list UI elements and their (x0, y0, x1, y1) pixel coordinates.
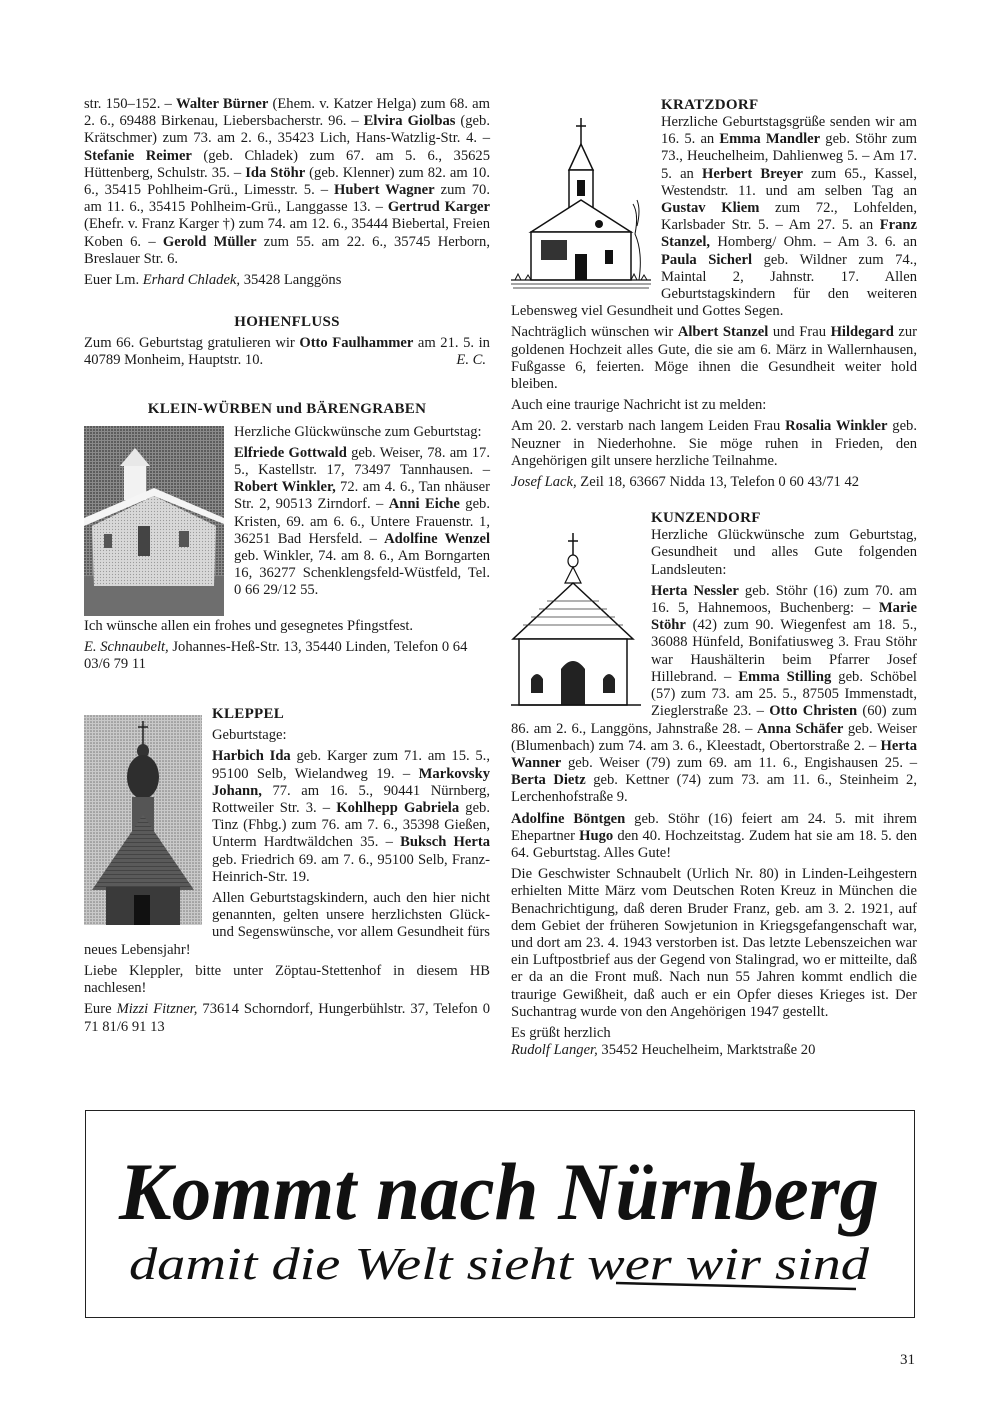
person-name: Marie Stöhr (651, 600, 917, 634)
initials: E. C. (456, 352, 486, 369)
church-tower-photo (84, 715, 202, 925)
person-name: Otto Christen (769, 703, 858, 720)
kratzdorf-church-drawing (511, 104, 651, 294)
person-name: Herta Wanner (511, 737, 917, 771)
kunzendorf-paragraph: Herta Nessler geb. Stöhr (16) zum 70. am 16. 5, Hahnemoos, Buchenberg: – Marie Stöhr (42) zum 90. Wiegenfest am 18. 5., 36088 Hünfeld, Bonifatiusweg 3. Frau Stöhr war Haushälterin beim Pfarrer Josef Hillebrand. – Emma Stilling geb. Schöbel (57) zum 73. am 25. 5., 87505 Immenstadt, Zieglerstraße 23. – Otto Christen (60) zum 86. am 2. 6., Langgöns, Jahnstraße 28. – Anna Schäfer geb. Weiser (Blumenbach) zum 74. am 3. 6., Kleestadt, Obertorstraße 2. – Herta Wanner geb. Weiser (79) zum 69. am 11. 6., Engishausen 25. – Berta Dietz geb. Kettner (74) zum 73. am 11. 6., Steinheim 2, Lerchenhofstraße 9. (511, 582, 917, 806)
person-name: Emma Mandler (719, 131, 821, 148)
kleppel-note: Liebe Kleppler, bitte unter Zöptau-Stettenhof in diesem HB nachlesen! (84, 962, 490, 997)
person-name: Gertrud Karger (387, 199, 490, 216)
person-name: Kohlhepp Gabriela (336, 800, 460, 817)
kunzendorf-anniversary: Adolfine Böntgen geb. Stöhr (16) feiert am 24. 5. mit ihrem Ehepartner Hugo den 40. Hochzeitstag. Zudem hat sie am 18. 5. den 64. Geburtstag. Alles Gute! (511, 810, 918, 861)
person-name: Albert Stanzel (677, 324, 769, 341)
person-name: Hugo (579, 827, 614, 844)
section-heading-kratzdorf: KRATZDORF (661, 97, 759, 113)
person-name: Berta Dietz (511, 772, 586, 789)
signature: Euer Lm. Erhard Chladek, 35428 Langgöns (84, 272, 342, 289)
section-heading-klein-wuerben: KLEIN-WÜRBEN und BÄRENGRABEN (147, 400, 427, 417)
kratzdorf-sad-news-intro: Auch eine traurige Nachricht ist zu melden: (511, 397, 767, 414)
person-name: Otto Faulhammer (299, 335, 414, 352)
person-name: Ida Stöhr (245, 164, 306, 181)
kunzendorf-church-drawing (511, 529, 641, 709)
person-name: Gustav Kliem (661, 200, 760, 217)
person-name: Herta Nessler (651, 582, 739, 599)
intro-paragraph: str. 150–152. – Walter Bürner (Ehem. v. Katzer Helga) zum 68. am 2. 6., 69488 Birkenau, Liebersbacherstr. 96. – Elvira Giolbas (geb. Krätschmer) zum 73. am 2. 6., 35423 Lich, Hans-Watzlig-Str. 4. – Stefanie Reimer (geb. Chladek) zum 67. am 5. 6., 35625 Hüttenberg, Schulstr. 35. – Ida Stöhr (geb. Klenner) zum 82. am 10. 6., 35415 Pohlheim-Grü., Limesstr. 5. – Hubert Wagner zum 70. am 11. 6., 35415 Pohlheim-Grü., Langgasse 13. – Gertrud Karger (Ehefr. v. Franz Karger †) zum 74. am 12. 6., 35444 Biebertal, Freien Koben 6. – Gerold Müller zum 55. am 22. 6., 35745 Herborn, Breslauer Str. 6. (84, 96, 491, 267)
left-column (84, 96, 490, 1040)
banner-headline: Kommt nach Nürnberg (118, 1146, 880, 1237)
right-column (511, 96, 917, 1063)
section-heading-kleppel: KLEPPEL (212, 706, 285, 723)
person-name: Harbich Ida (212, 748, 291, 765)
person-name: Robert Winkler, (234, 479, 336, 496)
person-name: Herbert Breyer (701, 165, 804, 182)
person-name: Stefanie Reimer (84, 147, 192, 164)
hohenfluss-paragraph: Zum 66. Geburtstag gratulieren wir Otto Faulhammer am 21. 5. in 40789 Monheim, Hauptstr. 10. E. C. (84, 335, 490, 369)
person-name: Anni Eiche (388, 496, 460, 513)
kratzdorf-paragraph: Herzliche Geburtstagsgrüße senden wir am 16. 5. an Emma Mandler geb. Stöhr zum 73., Heuchelheim, Dahlienweg 5. – Am 17. 5. an Herbert Breyer zum 65., Kassel, Westendstr. 11. und am selben Tag an Gustav Kliem zum 72., Lohfelden, Karlsbader Str. 5. – Am 27. 5. an Franz Stanzel, Homberg/ Ohm. – Am 3. 6. an Paula Sicherl geb. Wildner zum 74., Maintal 2, Jahnstr. 17. Allen Geburtstagskindern für den weiteren Lebensweg viel Gesundheit und Gottes Segen. (511, 114, 918, 320)
person-name: Hubert Wagner (334, 182, 435, 199)
person-name: Adolfine Wenzel (384, 530, 491, 547)
kratzdorf-obituary: Am 20. 2. verstarb nach langem Leiden Frau Rosalia Winkler geb. Neuzner in Niederhohne. Sie möge ruhen in Frieden, den Angehörigen gilt unsere herzliche Teilnahme. (511, 418, 918, 469)
person-name: Franz Stanzel, (661, 217, 917, 251)
section-heading-hohenfluss: HOHENFLUSS (234, 314, 340, 331)
person-name: Paula Sicherl (661, 251, 753, 268)
klein-wuerben-paragraph: Elfriede Gottwald geb. Weiser, 78. am 17. 5., Kastellstr. 17, 73497 Tannhausen. – Robert Winkler, 72. am 4. 6., Tan nhäuser Str. 2, 90513 Zirndorf. – Anni Eiche geb. Kristen, 69. am 6. 6., Untere Frauenstr. 1, 36251 Bad Hersfeld. – Adolfine Wenzel geb. Winkler, 74. am 8. 6., Am Borngarten 16, 36277 Schenklengsfeld-Wüstfeld, Tel. 0 66 29/12 55. (234, 444, 491, 599)
person-name: Hildegard (830, 324, 894, 341)
kleppel-lead: Geburtstage: (212, 727, 287, 744)
person-name: Anna Schäfer (756, 720, 844, 737)
kunzendorf-news: Die Geschwister Schnaubelt (Urlich Nr. 80) in Linden-Leihgestern erhielten Mitte März vom Deutschen Roten Kreuz in München die Benachrichtigung, daß deren Bruder Franz, geb. am 3. 2. 1921, auf dem Gebiet der früheren Sowjetunion in Kriegsgefangenschaft war, und dort am 23. 4. 1943 verstorben ist. Das letzte Lebenszeichen war ein Luftpostbrief aus der Gegend von Stalingrad, wo er mitteilte, daß er da an die Front muß. Nach nun 55 Jahren kommt endlich die traurige Gewißheit, daß auch er ein Opfer dieses Krieges ist. Der Suchantrag wurde von den Angehörigen 1947 gestellt. (511, 866, 917, 1020)
klein-wuerben-wish: Ich wünsche allen ein frohes und gesegnetes Pfingstfest. (84, 617, 414, 634)
kunzendorf-lead: Herzliche Glückwünsche zum Geburtstag, Gesundheit und alles Gute folgenden Landsleuten: (651, 527, 917, 578)
nuernberg-banner (85, 1110, 915, 1318)
person-name: Walter Bürner (176, 96, 269, 112)
banner-subline: damit die Welt sieht wer wir sind (129, 1238, 871, 1289)
person-name: Buksch Herta (400, 834, 491, 851)
signature: Eure Mizzi Fitzner, 73614 Schorndorf, Hungerbühlstr. 37, Telefon 0 71 81/6 91 13 (84, 1001, 490, 1035)
person-name: Adolfine Böntgen (511, 810, 626, 827)
page-number: 31 (900, 1352, 915, 1368)
klein-wuerben-lead: Herzliche Glückwünsche zum Geburtstag: (234, 423, 482, 440)
person-name: Rosalia Winkler (785, 418, 888, 435)
person-name: Markovsky Johann, (212, 765, 490, 799)
person-name: Emma Stilling (738, 668, 832, 685)
signature: Josef Lack, Zeil 18, 63667 Nidda 13, Telefon 0 60 43/71 42 (511, 474, 860, 491)
person-name: Gerold Müller (162, 233, 257, 250)
chapel-photo (84, 426, 224, 616)
person-name: Elfriede Gottwald (234, 444, 347, 461)
kleppel-paragraph: Harbich Ida geb. Karger zum 71. am 15. 5., 95100 Selb, Wielandweg 19. – Markovsky Johann, 77. am 16. 5., 90441 Nürnberg, Rottweiler Str. 3. – Kohlhepp Gabriela geb. Tinz (Fhbg.) zum 76. am 7. 6., 35398 Gießen, Unterm Hardtwäldchen 35. – Buksch Herta geb. Friedrich 69. am 7. 6., 95100 Selb, Franz-Heinrich-Str. 19. (212, 748, 491, 885)
signature: Rudolf Langer, 35452 Heuchelheim, Marktstraße 20 (511, 1042, 816, 1059)
person-name: Elvira Giolbas (363, 113, 456, 130)
section-heading-kunzendorf: KUNZENDORF (651, 510, 761, 527)
kratzdorf-anniversary: Nachträglich wünschen wir Albert Stanzel und Frau Hildegard zur goldenen Hochzeit alles Gute, die sie am 6. März in Wallernhausen, Fußgasse 6, feierten. Möge ihnen die Gesundheit weiter hold bleiben. (511, 324, 917, 393)
kunzendorf-greeting: Es grüßt herzlich (511, 1024, 611, 1041)
signature: E. Schnaubelt, Johannes-Heß-Str. 13, 35440 Linden, Telefon 0 64 03/6 79 11 (84, 638, 468, 673)
kleppel-wish: Allen Geburtstagskindern, auch den hier nicht genannten, gelten unsere herzlichsten Glück- und Segenswünsche, vor allem Gesundheit fürs neues Lebensjahr! (84, 890, 490, 958)
